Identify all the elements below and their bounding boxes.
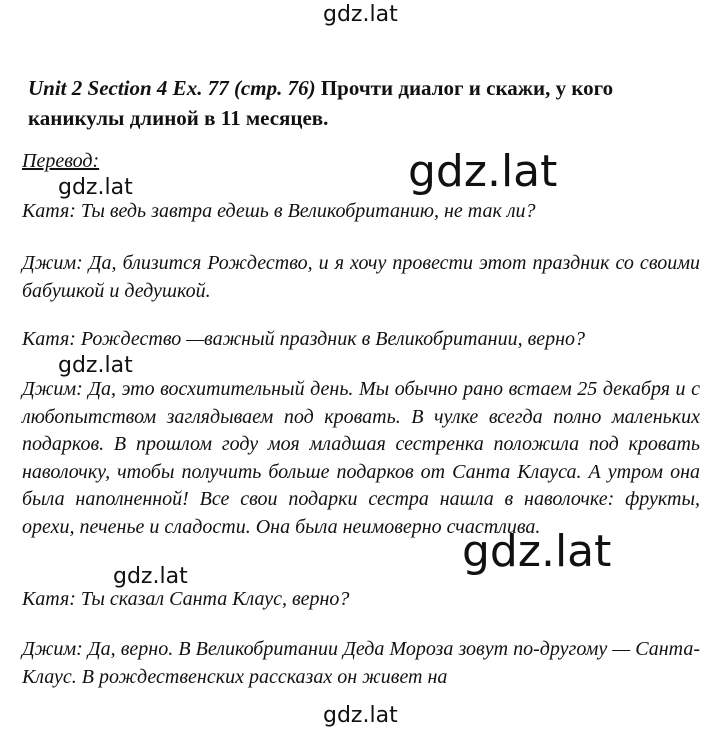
exercise-reference: Unit 2 Section 4 Ex. 77 (стр. 76) [28, 76, 316, 100]
watermark: gdz.lat [323, 703, 398, 728]
dialogue-line-jim-2: Джим: Да, это восхитительный день. Мы обычно рано встаем 25 декабря и с любопытством заглядываем под кровать. В чулке всегда полно маленьких подарков. В прошлом году моя младшая сестренка положила под кровать наволочку, чтобы получить больше подарков от Санта Клауса. А утром она была наполненной! Все свои подарки сестра нашла в наволочке: фрукты, орехи, печенье и сладости. Она была неимоверно счастлива. [22, 378, 700, 538]
exercise-task: Прочти диалог и скажи, у кого каникулы длиной в 11 месяцев. [28, 76, 614, 130]
dialogue-line-katya-2: Катя: Рождество —важный праздник в Великобритании, верно? [22, 328, 586, 350]
watermark: gdz.lat [462, 526, 612, 577]
dialogue-line-jim-1: Джим: Да, близится Рождество, и я хочу провести этот праздник со своими бабушкой и дедушкой. [22, 252, 700, 302]
watermark: gdz.lat [113, 564, 188, 589]
watermark: gdz.lat [408, 146, 558, 197]
watermark: gdz.lat [323, 2, 398, 27]
exercise-heading [28, 73, 693, 133]
dialogue-line-katya-1: Катя: Ты ведь завтра едешь в Великобританию, не так ли? [22, 200, 536, 222]
translation-label: Перевод: [22, 150, 100, 172]
watermark: gdz.lat [58, 353, 133, 378]
dialogue-line-katya-3: Катя: Ты сказал Санта Клаус, верно? [22, 588, 350, 610]
watermark: gdz.lat [58, 175, 133, 200]
dialogue-line-jim-3: Джим: Да, верно. В Великобритании Деда Мороза зовут по-другому — Санта-Клаус. В рождественских рассказах он живет на [22, 638, 700, 688]
